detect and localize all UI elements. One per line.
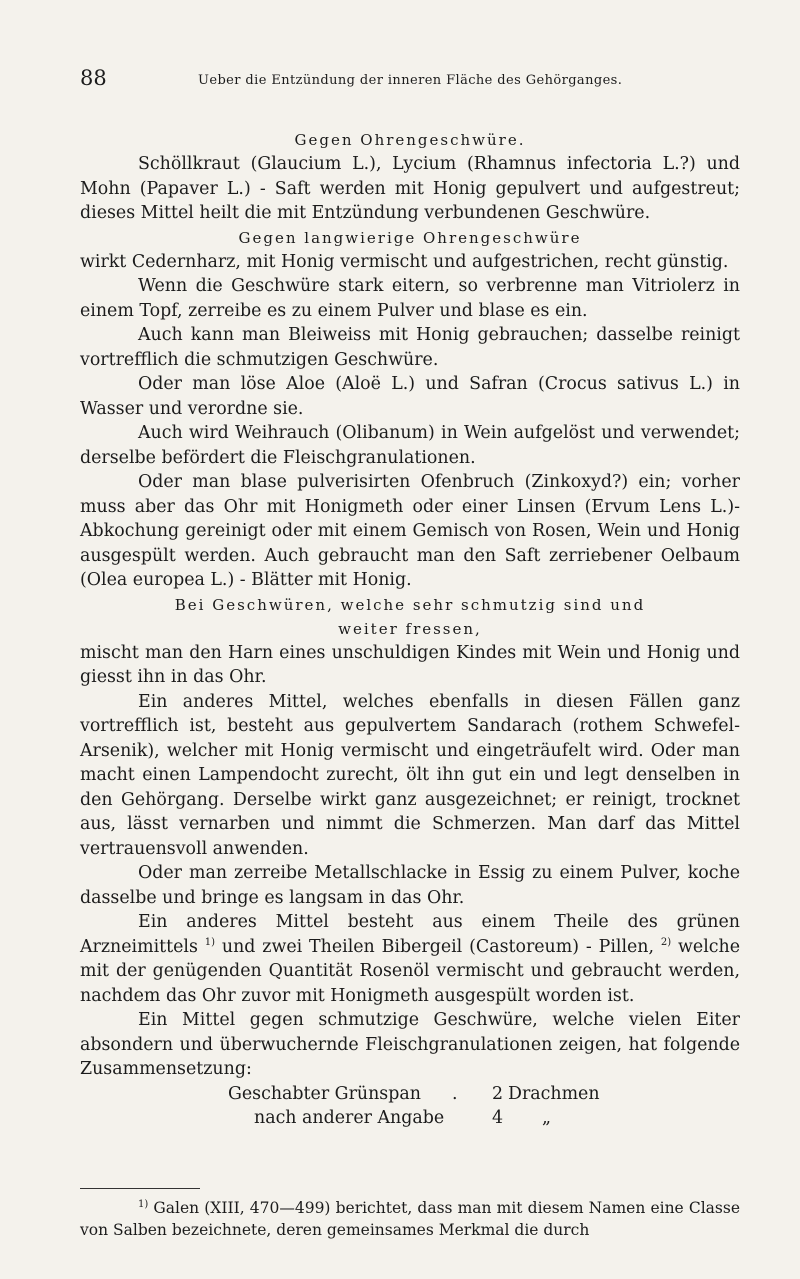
paragraph: wirkt Cedernharz, mit Honig vermischt und aufgestrichen, recht günstig. — [80, 251, 729, 272]
heading-line: Bei Geschwüren, welche sehr schmutzig sind und — [174, 595, 646, 614]
recipe-table — [80, 1082, 740, 1130]
paragraph: Oder man zerreibe Metallschlacke in Essig zu einem Pulver, koche dasselbe und bringe es langsam in das Ohr. — [80, 863, 740, 908]
recipe-ingredient: Geschabter Grünspan — [228, 1083, 421, 1104]
text-run: und zwei Theilen Bibergeil (Castoreum) - Pillen, — [215, 936, 661, 957]
paragraph — [80, 910, 740, 1008]
paragraph: Auch kann man Bleiweiss mit Honig gebrauchen; dasselbe reinigt vortrefflich die schmutzigen Geschwüre. — [80, 325, 740, 370]
running-head: Ueber die Entzündung der inneren Fläche des Gehörganges. — [198, 73, 623, 88]
recipe-amount: 4 — [492, 1107, 504, 1128]
footnote-rule — [80, 1188, 200, 1189]
heading-line: weiter fressen, — [338, 619, 482, 638]
paragraph: Oder man löse Aloe (Aloë L.) und Safran (Crocus sativus L.) in Wasser und verordne sie. — [80, 374, 740, 419]
paragraph: Schöllkraut (Glaucium L.), Lycium (Rhamnus infectoria L.?) und Mohn (Papaver L.) - Saft werden mit Honig gepulvert und aufgestreut; dieses Mittel heilt die mit Entzündung verbundenen Geschwüre. — [80, 154, 740, 223]
section-heading: Gegen Ohrengeschwüre. — [294, 131, 526, 149]
paragraph: Ein Mittel gegen schmutzige Geschwüre, welche vielen Eiter absondern und überwuchernde Fleischgranulationen zeigen, hat folgende Zusammensetzung: — [80, 1010, 740, 1079]
recipe-unit: „ — [542, 1107, 552, 1128]
section-heading — [80, 593, 740, 641]
footnote-text — [80, 1197, 740, 1241]
footnote — [80, 1197, 740, 1241]
footnote-marker: 1) — [138, 1198, 149, 1210]
text-run: Ein anderes Mittel besteht aus einem Theile des grünen Arzneimittels — [80, 912, 740, 957]
paragraph: Ein anderes Mittel, welches ebenfalls in diesen Fällen ganz vortrefflich ist, besteht aus gepulvertem Sandarach (rothem Schwefel-Arsenik), welcher mit Honig vermischt und eingeträufelt wird. Oder man macht einen Lampendocht zurecht, ölt ihn gut ein und legt denselben in den Gehörgang. Derselbe wirkt ganz ausgezeichnet; er reinigt, trocknet aus, lässt vernarben und nimmt die Schmerzen. Man darf das Mittel vertrauensvoll anwenden. — [80, 691, 740, 859]
page-header — [80, 66, 740, 96]
recipe-unit: Drachmen — [508, 1083, 600, 1104]
text-run: welche mit der genügenden Quantität Rosenöl vermischt und gebraucht werden, nachdem das Ohr zuvor mit Honigmeth ausgespült worden ist. — [80, 936, 741, 1006]
recipe-dot: . — [452, 1083, 458, 1104]
page-number: 88 — [80, 66, 107, 90]
paragraph: Auch wird Weihrauch (Olibanum) in Wein aufgelöst und verwendet; derselbe befördert die Fleischgranulationen. — [80, 423, 740, 468]
recipe-row — [80, 1106, 740, 1130]
recipe-amount: 2 — [492, 1083, 504, 1104]
footnote-ref: 2) — [660, 936, 672, 948]
footnote-ref: 1) — [204, 936, 216, 948]
recipe-row — [80, 1082, 740, 1106]
recipe-ingredient: nach anderer Angabe — [254, 1107, 445, 1128]
paragraph: mischt man den Harn eines unschuldigen Kindes mit Wein und Honig und giesst ihn in das Ohr. — [80, 642, 740, 687]
paragraph: Wenn die Geschwüre stark eitern, so verbrenne man Vitriolerz in einem Topf, zerreibe es zu einem Pulver und blase es ein. — [80, 276, 740, 321]
body-text — [80, 128, 740, 1130]
footnote-body: Galen (XIII, 470—499) berichtet, dass man mit diesem Namen eine Classe von Salben bezeichnete, deren gemeinsames Merkmal die durch — [80, 1199, 740, 1239]
paragraph: Oder man blase pulverisirten Ofenbruch (Zinkoxyd?) ein; vorher muss aber das Ohr mit Honigmeth oder einer Linsen (Ervum Lens L.)-Abkochung gereinigt oder mit einem Gemisch von Rosen, Wein und Honig ausgespült werden. Auch gebraucht man den Saft zerriebener Oelbaum (Olea europea L.) - Blätter mit Honig. — [80, 472, 740, 590]
section-heading: Gegen langwierige Ohrengeschwüre — [238, 228, 582, 247]
